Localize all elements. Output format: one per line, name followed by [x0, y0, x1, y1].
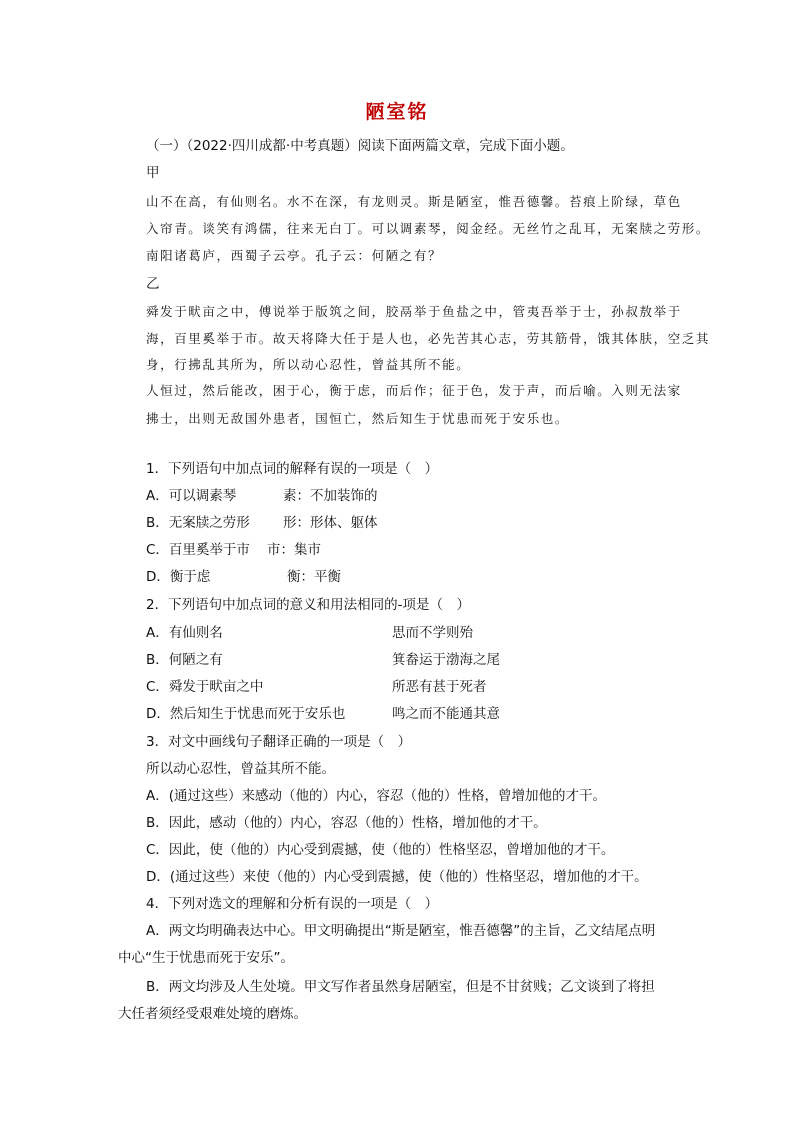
q1-option-b-gloss: 形：形体、躯体	[283, 515, 378, 531]
page-title: 陋室铭	[365, 101, 429, 123]
q3-option-b: B．因此，感动（他的）内心，容忍（他的）性格，增加他的才干。	[146, 815, 547, 831]
passage-a-line: 南阳诸葛庐，西蜀子云亭。孔子云：何陋之有？	[146, 248, 443, 263]
intro-text: （一）（2022·四川成都·中考真题）阅读下面两篇文章，完成下面小题。	[146, 138, 574, 154]
q2-option-a-compare: 思而不学则殆	[392, 625, 473, 641]
q4-option-a-line: 中心“生于忧患而死于安乐”。	[118, 950, 294, 966]
passage-a-label: 甲	[146, 165, 160, 181]
q3-sentence: 所以动心忍性，曾益其所不能。	[146, 761, 335, 777]
q2-option-b-compare: 箕畚运于渤海之尾	[392, 652, 500, 668]
q3-option-d: D．(通过这些）来使（他的）内心受到震撼，使（他的）性格坚忍，增加他的才干。	[146, 869, 648, 885]
q2-option-d: D．然后知生于忧患而死于安乐也	[146, 706, 346, 722]
q2-option-b: B．何陋之有	[146, 652, 223, 668]
q2-option-a: A．有仙则名	[146, 625, 223, 641]
q1-option-d-gloss: 衡：平衡	[287, 569, 341, 585]
q4-option-b-line: 大任者须经受艰难处境的磨炼。	[118, 1006, 307, 1022]
passage-b-line: 人恒过，然后能改，困于心，衡于虑，而后作；征于色，发于声，而后喻。入则无法家	[146, 383, 682, 398]
question-2-stem: 2．下列语句中加点词的意义和用法相同的-项是（ ）	[146, 597, 470, 613]
q1-option-a: A．可以调素琴	[146, 488, 237, 504]
q1-option-c: C．百里奚举于市	[146, 542, 250, 558]
q1-option-d: D．衡于虑	[146, 569, 211, 585]
q1-option-b: B．无案牍之劳形	[146, 515, 250, 531]
question-3-stem: 3．对文中画线句子翻译正确的一项是（ ）	[146, 734, 412, 750]
question-4-stem: 4．下列对选文的理解和分析有误的一项是（ ）	[146, 896, 439, 912]
q4-option-a-line: A．两文均明确表达中心。甲文明确提出“斯是陋室，惟吾德馨”的主旨，乙文结尾点明	[146, 923, 656, 939]
q2-option-c-compare: 所恶有甚于死者	[392, 679, 487, 695]
q2-option-c: C．舜发于畎亩之中	[146, 679, 264, 695]
passage-b-line: 身，行拂乱其所为，所以动心忍性，曾益其所不能。	[146, 357, 471, 372]
q2-option-d-compare: 鸣之而不能通其意	[392, 706, 500, 722]
passage-b-line: 拂士，出则无敌国外患者，国恒亡，然后知生于忧患而死于安乐也。	[146, 411, 570, 426]
passage-b-line: 海，百里奚举于市。故天将降大任于是人也，必先苦其心志，劳其筋骨，饿其体肤，空乏其	[146, 331, 711, 346]
q1-option-a-gloss: 素：不加装饰的	[283, 488, 378, 504]
q3-option-c: C．因此，使（他的）内心受到震撼，使（他的）性格坚忍，曾增加他的才干。	[146, 842, 615, 858]
passage-a-line: 山不在高，有仙则名。水不在深，有龙则灵。斯是陋室，惟吾德馨。苔痕上阶绿，草色	[146, 194, 682, 209]
passage-a-line: 入帘青。谈笑有鸿儒，往来无白丁。可以调素琴，阅金经。无丝竹之乱耳，无案牍之劳形。	[146, 221, 711, 236]
q1-option-c-gloss: 市：集市	[267, 542, 321, 558]
q3-option-a: A．(通过这些）来感动（他的）内心，容忍（他的）性格，曾增加他的才干。	[146, 788, 607, 804]
passage-b-label: 乙	[146, 276, 160, 292]
q4-option-b-line: B．两文均涉及人生处境。甲文写作者虽然身居陋室，但是不甘贫贱；乙文谈到了将担	[146, 979, 655, 995]
question-1-stem: 1．下列语句中加点词的解释有误的一项是（ ）	[146, 461, 439, 477]
passage-b-line: 舜发于畎亩之中，傅说举于版筑之间，胶鬲举于鱼盐之中，管夷吾举于士，孙叔敖举于	[146, 304, 682, 319]
